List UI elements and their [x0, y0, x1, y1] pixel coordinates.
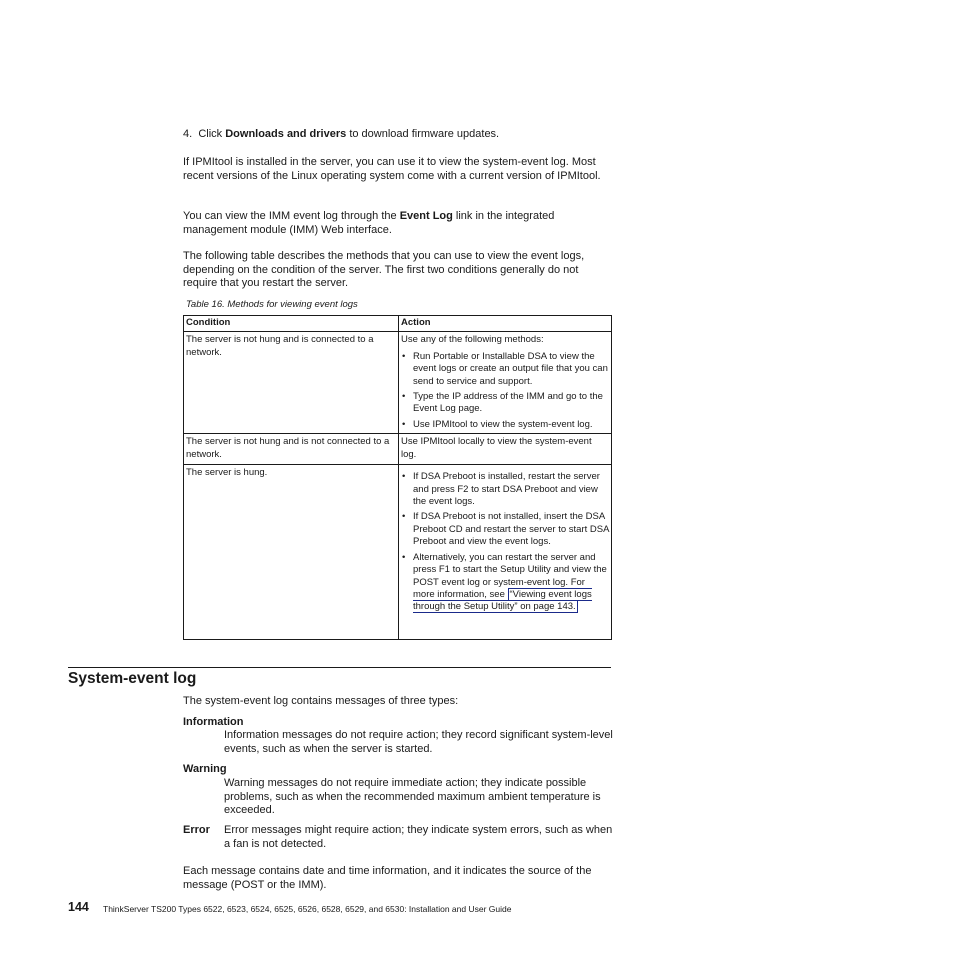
header-condition: Condition — [184, 316, 399, 332]
action-intro: Use any of the following methods: — [401, 334, 544, 346]
table-row — [184, 434, 612, 465]
table-row — [184, 465, 612, 640]
term-information: Information — [183, 716, 244, 728]
imm-text-pre: You can view the IMM event log through the — [183, 210, 397, 222]
term-warning: Warning — [183, 763, 227, 775]
step-text-post: to download firmware updates. — [349, 128, 500, 140]
action-bullet-list — [401, 351, 609, 431]
step-text-pre: Click — [198, 128, 223, 140]
list-item: • Run Portable or Installable DSA to view the event logs or create an output file that you can send to service and support. — [401, 351, 609, 388]
definition-warning: Warning messages do not require immediate action; they indicate possible problems, such as when the recommended maximum ambient temperature is exceeded. — [224, 777, 601, 817]
list-item: • Type the IP address of the IMM and go to the Event Log page. — [401, 391, 609, 416]
definition-error: Error messages might require action; they indicate system errors, such as when a fan is not detected. — [224, 824, 613, 850]
condition-cell: The server is hung. — [184, 465, 399, 640]
event-log-label: Event Log — [399, 210, 453, 222]
header-action: Action — [399, 316, 612, 332]
table-row — [184, 332, 612, 434]
list-item: • If DSA Preboot is not installed, insert the DSA Preboot CD and restart the server to start DSA Preboot and view the event logs. — [401, 511, 609, 548]
page-number: 144 — [68, 900, 89, 914]
table-header-row — [184, 316, 612, 332]
closing-paragraph: Each message contains date and time information, and it indicates the source of the message (POST or the IMM). — [183, 865, 592, 891]
table-caption: Table 16. Methods for viewing event logs — [186, 299, 358, 310]
step-number: 4. — [183, 128, 193, 140]
imm-text-post: link in the integrated management module (IMM) Web interface. — [183, 210, 555, 236]
last-bullet-text: Alternatively, you can restart the server and press F1 to start the Setup Utility and view the POST event log or system-event log. For more information, see — [413, 551, 607, 600]
section-divider — [68, 667, 611, 668]
action-bullet-list — [401, 471, 609, 613]
table-intro-paragraph: The following table describes the methods that you can use to view the event logs, depending on the condition of the server. The first two conditions generally do not require that you restart the server. — [183, 250, 585, 290]
section-title: System-event log — [68, 670, 197, 687]
action-cell: Use IPMItool locally to view the system-event log. — [399, 434, 612, 465]
imm-event-log-paragraph — [183, 210, 613, 237]
term-error: Error — [183, 824, 210, 836]
ipmitool-paragraph: If IPMItool is installed in the server, you can use it to view the system-event log. Most recent versions of the Linux operating system come with a current version of IPMItool. — [183, 156, 601, 182]
action-cell — [399, 332, 612, 434]
footer-title: ThinkServer TS200 Types 6522, 6523, 6524, 6525, 6526, 6528, 6529, and 6530: Installation and User Guide — [103, 904, 512, 914]
definition-information: Information messages do not require action; they record significant system-level events, such as when the server is started. — [224, 729, 613, 755]
setup-utility-cross-reference-link[interactable]: “Viewing event logs through the Setup Utility” on page 143. — [413, 588, 592, 613]
downloads-and-drivers-label: Downloads and drivers — [225, 128, 347, 140]
list-item: • Use IPMItool to view the system-event log. — [401, 419, 609, 431]
action-cell — [399, 465, 612, 640]
methods-table — [183, 315, 612, 640]
section-intro: The system-event log contains messages of three types: — [183, 695, 459, 707]
step-4-instruction — [183, 128, 613, 142]
list-item: • If DSA Preboot is installed, restart the server and press F2 to start DSA Preboot and view the event logs. — [401, 471, 609, 508]
condition-cell: The server is not hung and is not connected to a network. — [184, 434, 399, 465]
list-item — [401, 552, 609, 614]
condition-cell: The server is not hung and is connected to a network. — [184, 332, 399, 434]
